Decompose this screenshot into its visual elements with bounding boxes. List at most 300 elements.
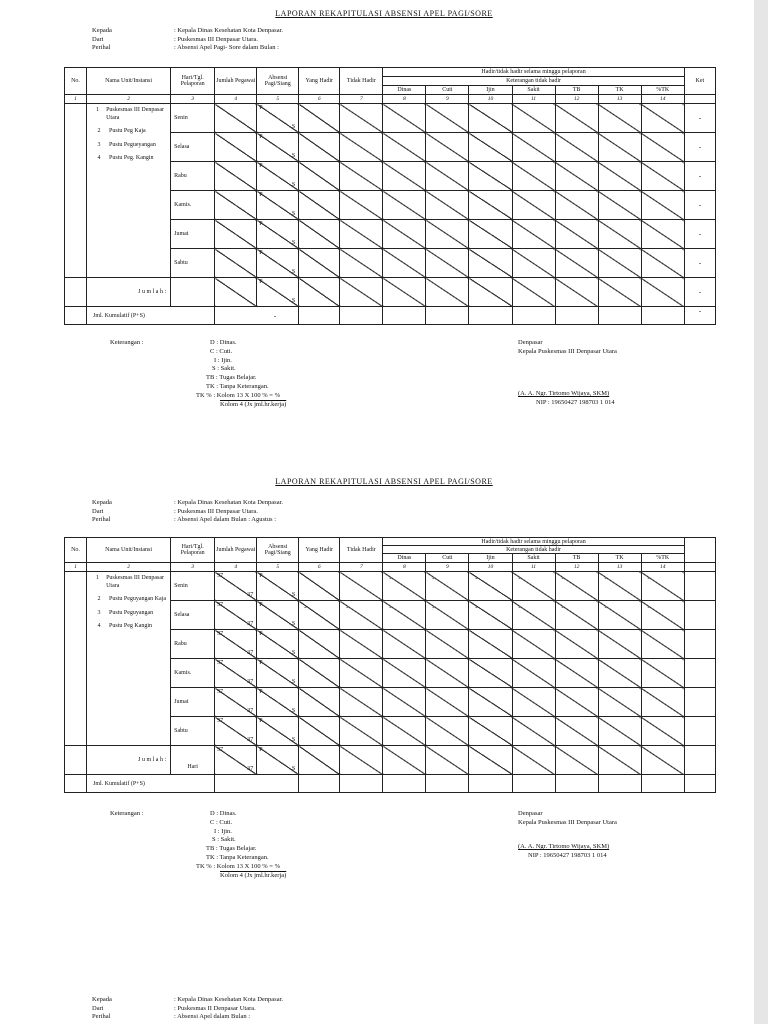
no-cell xyxy=(65,746,87,775)
col-number: 11 xyxy=(512,563,555,572)
unit-item xyxy=(89,575,168,590)
pagi-label: P xyxy=(259,192,263,198)
col-dinas: Dinas xyxy=(383,554,426,563)
absensi-cell xyxy=(257,133,299,162)
data-cell xyxy=(299,278,340,307)
data-cell xyxy=(299,220,340,249)
data-cell xyxy=(512,249,555,278)
kepada-value: : Kepala Dinas Kesehatan Kota Denpasar. xyxy=(174,499,284,506)
col-number: 13 xyxy=(598,95,641,104)
ket-cell xyxy=(684,572,715,601)
perihal-value: : Absensi Apel dalam Bulan : Agustus : xyxy=(174,516,277,523)
data-cell xyxy=(512,133,555,162)
data-cell xyxy=(598,688,641,717)
col-number: 3 xyxy=(171,563,215,572)
data-cell xyxy=(469,133,512,162)
col-tb: TB xyxy=(555,554,598,563)
pagi-label: P xyxy=(259,718,263,724)
unit-no: 2 xyxy=(97,596,101,602)
data-cell xyxy=(299,601,340,630)
col-cuti: Cuti xyxy=(426,86,469,95)
unit-no: 1 xyxy=(96,107,100,113)
data-cell xyxy=(383,249,426,278)
col-number: 4 xyxy=(215,95,257,104)
data-cell xyxy=(340,307,383,325)
col-no: No. xyxy=(65,68,87,95)
jumlah-cell xyxy=(215,104,257,133)
siang-label: S xyxy=(291,621,296,627)
unit-name: Pustu Peg Kangin xyxy=(109,623,153,629)
dash: - xyxy=(698,172,702,180)
data-cell xyxy=(641,659,684,688)
data-cell xyxy=(555,133,598,162)
data-cell xyxy=(469,307,512,325)
jumlah-row xyxy=(65,746,716,775)
siang-label: S xyxy=(291,211,296,217)
no-cell xyxy=(65,775,87,793)
data-cell xyxy=(469,630,512,659)
dari-label: Dari xyxy=(92,1004,104,1012)
signature-block xyxy=(518,339,617,407)
data-cell xyxy=(383,688,426,717)
data-cell xyxy=(598,249,641,278)
siang-label: S xyxy=(291,708,296,714)
data-cell xyxy=(512,307,555,325)
legend-item: D : Dinas. xyxy=(210,339,237,346)
col-absensi: Absensi Pagi/Siang xyxy=(257,68,299,95)
col-absensi: Absensi Pagi/Siang xyxy=(257,538,299,563)
data-cell xyxy=(469,249,512,278)
no-cell xyxy=(65,278,87,307)
report1-table xyxy=(64,67,716,325)
data-cell xyxy=(469,220,512,249)
nip: NIP : 19650427 198703 1 014 xyxy=(528,851,607,859)
dari-value: : Puskesmas III Denpasar Utara. xyxy=(174,507,258,515)
col-hadir: Yang Hadir xyxy=(299,68,340,95)
dash: - xyxy=(432,603,435,611)
data-cell xyxy=(340,688,383,717)
kumulatif-row xyxy=(65,307,716,325)
data-cell xyxy=(598,630,641,659)
data-cell xyxy=(426,249,469,278)
page-edge xyxy=(754,0,768,1024)
unit-name: Pustu Peg. Kangin xyxy=(109,155,154,161)
data-cell xyxy=(383,572,426,601)
kepada-label: Kepada xyxy=(92,499,112,506)
dari-label: Dari xyxy=(92,35,104,43)
col-group: Hadir/tidak hadir selama minggu pelaporan xyxy=(383,538,684,546)
data-cell xyxy=(340,572,383,601)
jumlah-cell xyxy=(215,162,257,191)
pagi-label: P xyxy=(259,279,263,285)
hari-cell xyxy=(171,278,215,307)
unit-name: Puskesmas III Denpasar Utara xyxy=(106,575,165,589)
col-number: 8 xyxy=(383,563,426,572)
data-cell xyxy=(512,572,555,601)
absensi-cell xyxy=(257,717,299,746)
day-cell: Sabtu xyxy=(171,249,215,278)
day-cell: Rabu xyxy=(171,630,215,659)
siang-label: S xyxy=(291,182,296,188)
col-number: 8 xyxy=(383,95,426,104)
jumlah-cell xyxy=(215,133,257,162)
dash: - xyxy=(604,574,607,582)
data-cell xyxy=(598,307,641,325)
col-number: 14 xyxy=(641,563,684,572)
data-cell xyxy=(512,659,555,688)
data-cell xyxy=(426,659,469,688)
data-cell xyxy=(469,278,512,307)
count-bottom: 37 xyxy=(247,708,254,714)
data-cell xyxy=(383,133,426,162)
nip: NIP : 19650427 198703 1 014 xyxy=(536,398,615,406)
count-top: 37 xyxy=(217,747,224,753)
data-cell xyxy=(340,630,383,659)
data-cell xyxy=(512,104,555,133)
col-tk: TK xyxy=(598,554,641,563)
unit-no: 3 xyxy=(97,141,101,148)
data-cell xyxy=(641,572,684,601)
data-cell xyxy=(299,717,340,746)
kumulatif-value xyxy=(215,307,299,325)
data-cell xyxy=(555,220,598,249)
dash: - xyxy=(518,574,521,582)
dash: - xyxy=(304,603,307,611)
day-cell: Jumat xyxy=(171,688,215,717)
ket-cell xyxy=(684,307,715,325)
day-cell: Sabtu xyxy=(171,717,215,746)
col-tk: TK xyxy=(598,86,641,95)
pagi-label: P xyxy=(259,573,263,579)
data-cell xyxy=(598,133,641,162)
dash: - xyxy=(389,574,392,582)
dash: - xyxy=(604,603,607,611)
data-cell xyxy=(426,220,469,249)
data-cell xyxy=(641,746,684,775)
day-cell: Rabu xyxy=(171,162,215,191)
data-cell xyxy=(426,630,469,659)
col-number: 1 xyxy=(65,563,87,572)
col-nama: Nama Unit/Instansi xyxy=(87,68,171,95)
dash: - xyxy=(647,574,650,582)
jumlah-cell xyxy=(215,249,257,278)
absensi-cell xyxy=(257,220,299,249)
col-subgroup: Keterangan tidak hadir xyxy=(383,77,684,86)
ket-cell xyxy=(684,688,715,717)
legend xyxy=(196,339,286,409)
ket-cell xyxy=(684,717,715,746)
dash: - xyxy=(475,574,478,582)
dash: - xyxy=(698,201,702,209)
col-number: 7 xyxy=(340,95,383,104)
absensi-cell xyxy=(257,162,299,191)
data-cell xyxy=(598,572,641,601)
data-cell xyxy=(383,104,426,133)
col-pct: %TK xyxy=(641,86,684,95)
legend-item: I : Ijin. xyxy=(214,356,232,364)
dari-label: Dari xyxy=(92,507,104,515)
data-cell xyxy=(555,191,598,220)
no-cell xyxy=(65,572,87,746)
unit-item xyxy=(89,596,168,604)
data-cell xyxy=(641,307,684,325)
data-cell xyxy=(512,191,555,220)
count-top: 37 xyxy=(217,718,224,724)
data-cell xyxy=(641,162,684,191)
count-bottom: 37 xyxy=(247,650,254,656)
dash: - xyxy=(346,603,349,611)
day-cell: Kamis. xyxy=(171,191,215,220)
data-cell xyxy=(299,659,340,688)
data-cell xyxy=(383,717,426,746)
data-cell xyxy=(469,162,512,191)
data-cell xyxy=(641,104,684,133)
data-cell xyxy=(555,746,598,775)
pagi-label: P xyxy=(259,250,263,256)
kepada-label: Kepada xyxy=(92,996,112,1003)
col-tidak: Tidak Hadir xyxy=(340,538,383,563)
data-cell xyxy=(340,278,383,307)
pagi-label: P xyxy=(259,747,263,753)
dash: - xyxy=(647,603,650,611)
data-cell xyxy=(426,746,469,775)
count-bottom: 37 xyxy=(247,766,254,772)
col-number: 6 xyxy=(299,95,340,104)
col-number: 9 xyxy=(426,563,469,572)
col-number: 7 xyxy=(340,563,383,572)
ket-cell xyxy=(684,191,715,220)
data-cell xyxy=(598,746,641,775)
col-number: 5 xyxy=(257,563,299,572)
kumulatif-value xyxy=(215,775,299,793)
data-cell xyxy=(641,688,684,717)
ket-cell xyxy=(684,220,715,249)
data-cell xyxy=(340,746,383,775)
pagi-label: P xyxy=(259,105,263,111)
ket-cell xyxy=(684,162,715,191)
count-top: 37 xyxy=(217,689,224,695)
data-cell xyxy=(512,601,555,630)
siang-label: S xyxy=(291,650,296,656)
unit-name: Pustu Peg Kaja xyxy=(109,128,146,134)
dash: - xyxy=(518,603,521,611)
data-cell xyxy=(469,572,512,601)
dash: - xyxy=(561,603,564,611)
data-cell xyxy=(512,162,555,191)
data-cell xyxy=(340,249,383,278)
col-pct: %TK xyxy=(641,554,684,563)
col-tidak: Tidak Hadir xyxy=(340,68,383,95)
siang-label: S xyxy=(291,737,296,743)
data-cell xyxy=(340,104,383,133)
col-number: 13 xyxy=(598,563,641,572)
jumlah-label: J u m l a h : xyxy=(87,278,171,307)
data-cell xyxy=(426,307,469,325)
data-cell xyxy=(469,659,512,688)
pagi-label: P xyxy=(259,163,263,169)
unit-item xyxy=(89,107,168,122)
data-cell xyxy=(641,630,684,659)
legend-item: TK : Tanpa Keterangan. xyxy=(206,382,269,390)
perihal-label: Perihal xyxy=(92,516,111,523)
no-cell xyxy=(65,307,87,325)
data-cell xyxy=(469,746,512,775)
data-cell xyxy=(598,220,641,249)
col-jumlah: Jumlah Pegawai xyxy=(215,538,257,563)
jumlah-cell xyxy=(215,717,257,746)
col-number xyxy=(684,563,715,572)
data-cell xyxy=(426,572,469,601)
siang-label: S xyxy=(291,269,296,275)
absensi-cell xyxy=(257,601,299,630)
siang-label: S xyxy=(291,124,296,130)
jumlah-cell xyxy=(215,688,257,717)
jumlah-cell xyxy=(215,278,257,307)
count-top: 37 xyxy=(217,573,224,579)
data-cell xyxy=(299,775,340,793)
dari-value: : Puskesmas III Denpasar Utara. xyxy=(174,35,258,43)
report1-title: LAPORAN REKAPITULASI ABSENSI APEL PAGI/SORE xyxy=(275,9,493,18)
data-cell xyxy=(512,717,555,746)
jumlah-cell xyxy=(215,220,257,249)
siang-label: S xyxy=(291,592,296,598)
place: Denpasar xyxy=(518,810,543,817)
perihal-value: : Absensi Apel Pagi- Sore dalam Bulan : xyxy=(174,44,279,51)
unit-no: 4 xyxy=(97,155,101,161)
ket-cell xyxy=(684,104,715,133)
dash: - xyxy=(698,288,702,296)
data-cell xyxy=(383,220,426,249)
unit-name: Pustu Peguyangan Kaja xyxy=(109,596,167,602)
data-cell xyxy=(299,572,340,601)
count-bottom: 37 xyxy=(247,592,254,598)
day-cell: Senin xyxy=(171,104,215,133)
dash: - xyxy=(475,603,478,611)
kumulatif-label: Jml. Kumulatif (P+S) xyxy=(87,307,215,325)
table-row xyxy=(65,572,716,601)
hari-cell: Hari xyxy=(171,746,215,775)
report1-header xyxy=(92,27,283,53)
data-cell xyxy=(299,133,340,162)
data-cell xyxy=(469,191,512,220)
report3-header xyxy=(92,996,283,1022)
unit-item xyxy=(89,623,168,631)
data-cell xyxy=(512,278,555,307)
data-cell xyxy=(426,717,469,746)
siang-label: S xyxy=(291,679,296,685)
unit-name: Puskesmas III Denpasar Utara xyxy=(106,107,165,121)
data-cell xyxy=(555,717,598,746)
data-cell xyxy=(426,162,469,191)
data-cell xyxy=(641,249,684,278)
data-cell xyxy=(641,191,684,220)
data-cell xyxy=(383,630,426,659)
absensi-cell xyxy=(257,746,299,775)
col-number: 14 xyxy=(641,95,684,104)
jumlah-cell xyxy=(215,601,257,630)
data-cell xyxy=(598,601,641,630)
count-bottom: 37 xyxy=(247,621,254,627)
data-cell xyxy=(340,191,383,220)
data-cell xyxy=(555,162,598,191)
data-cell xyxy=(340,717,383,746)
ket-cell xyxy=(684,630,715,659)
perihal-label: Perihal xyxy=(92,1013,111,1020)
data-cell xyxy=(426,688,469,717)
count-bottom: 37 xyxy=(247,679,254,685)
ket-cell xyxy=(684,278,715,307)
siang-label: S xyxy=(291,240,296,246)
data-cell xyxy=(299,191,340,220)
ket-cell xyxy=(684,133,715,162)
data-cell xyxy=(469,104,512,133)
dash: - xyxy=(561,574,564,582)
col-ijin: Ijin xyxy=(469,86,512,95)
formula-sub: Kolom 4 (Jx jml.hr.kerja) xyxy=(220,871,287,879)
legend xyxy=(196,810,286,880)
data-cell xyxy=(340,133,383,162)
data-cell xyxy=(641,133,684,162)
data-cell xyxy=(383,659,426,688)
col-number: 12 xyxy=(555,563,598,572)
perihal-value: : Absensi Apel dalam Bulan : xyxy=(174,1013,251,1020)
data-cell xyxy=(383,775,426,793)
day-cell: Senin xyxy=(171,572,215,601)
dash: - xyxy=(698,307,702,315)
absensi-cell xyxy=(257,572,299,601)
legend-item: TB : Tugas Belajar. xyxy=(206,374,257,382)
col-number: 12 xyxy=(555,95,598,104)
kepada-value: : Kepala Dinas Kesehatan Kota Denpasar. xyxy=(174,27,284,34)
col-ket: Ket xyxy=(684,68,715,95)
signature-block xyxy=(518,810,617,860)
dash: - xyxy=(389,603,392,611)
pagi-label: P xyxy=(259,134,263,140)
data-cell xyxy=(426,775,469,793)
unit-no: 3 xyxy=(97,609,101,616)
formula: TK % : Kolom 13 X 100 % = % xyxy=(196,391,281,399)
data-cell xyxy=(598,659,641,688)
col-sakit: Sakit xyxy=(512,554,555,563)
absensi-cell xyxy=(257,191,299,220)
data-cell xyxy=(555,630,598,659)
signer: (A. A. Ngr. Tirtomo Wijaya, SKM) xyxy=(518,843,610,850)
data-cell xyxy=(340,162,383,191)
dash: - xyxy=(698,259,702,267)
col-subgroup: Keterangan tidak hadir xyxy=(383,546,684,554)
data-cell xyxy=(512,630,555,659)
col-number: 11 xyxy=(512,95,555,104)
perihal-label: Perihal xyxy=(92,44,111,51)
kepada-value: : Kepala Dinas Kesehatan Kota Denpasar. xyxy=(174,996,284,1003)
absensi-cell xyxy=(257,278,299,307)
unit-list xyxy=(87,572,171,746)
jumlah-cell xyxy=(215,659,257,688)
formula-sub: Kolom 4 (Jx jml.hr.kerja) xyxy=(220,400,287,408)
pagi-label: P xyxy=(259,631,263,637)
jumlah-cell xyxy=(215,191,257,220)
data-cell xyxy=(299,104,340,133)
ket-cell xyxy=(684,601,715,630)
table-row xyxy=(65,104,716,133)
col-number: 4 xyxy=(215,563,257,572)
report2-header xyxy=(92,499,283,525)
data-cell xyxy=(340,601,383,630)
data-cell xyxy=(598,191,641,220)
siang-label: S xyxy=(291,766,296,772)
report2-table xyxy=(64,537,716,793)
unit-name: Pustu Pegueyangan xyxy=(109,141,156,148)
